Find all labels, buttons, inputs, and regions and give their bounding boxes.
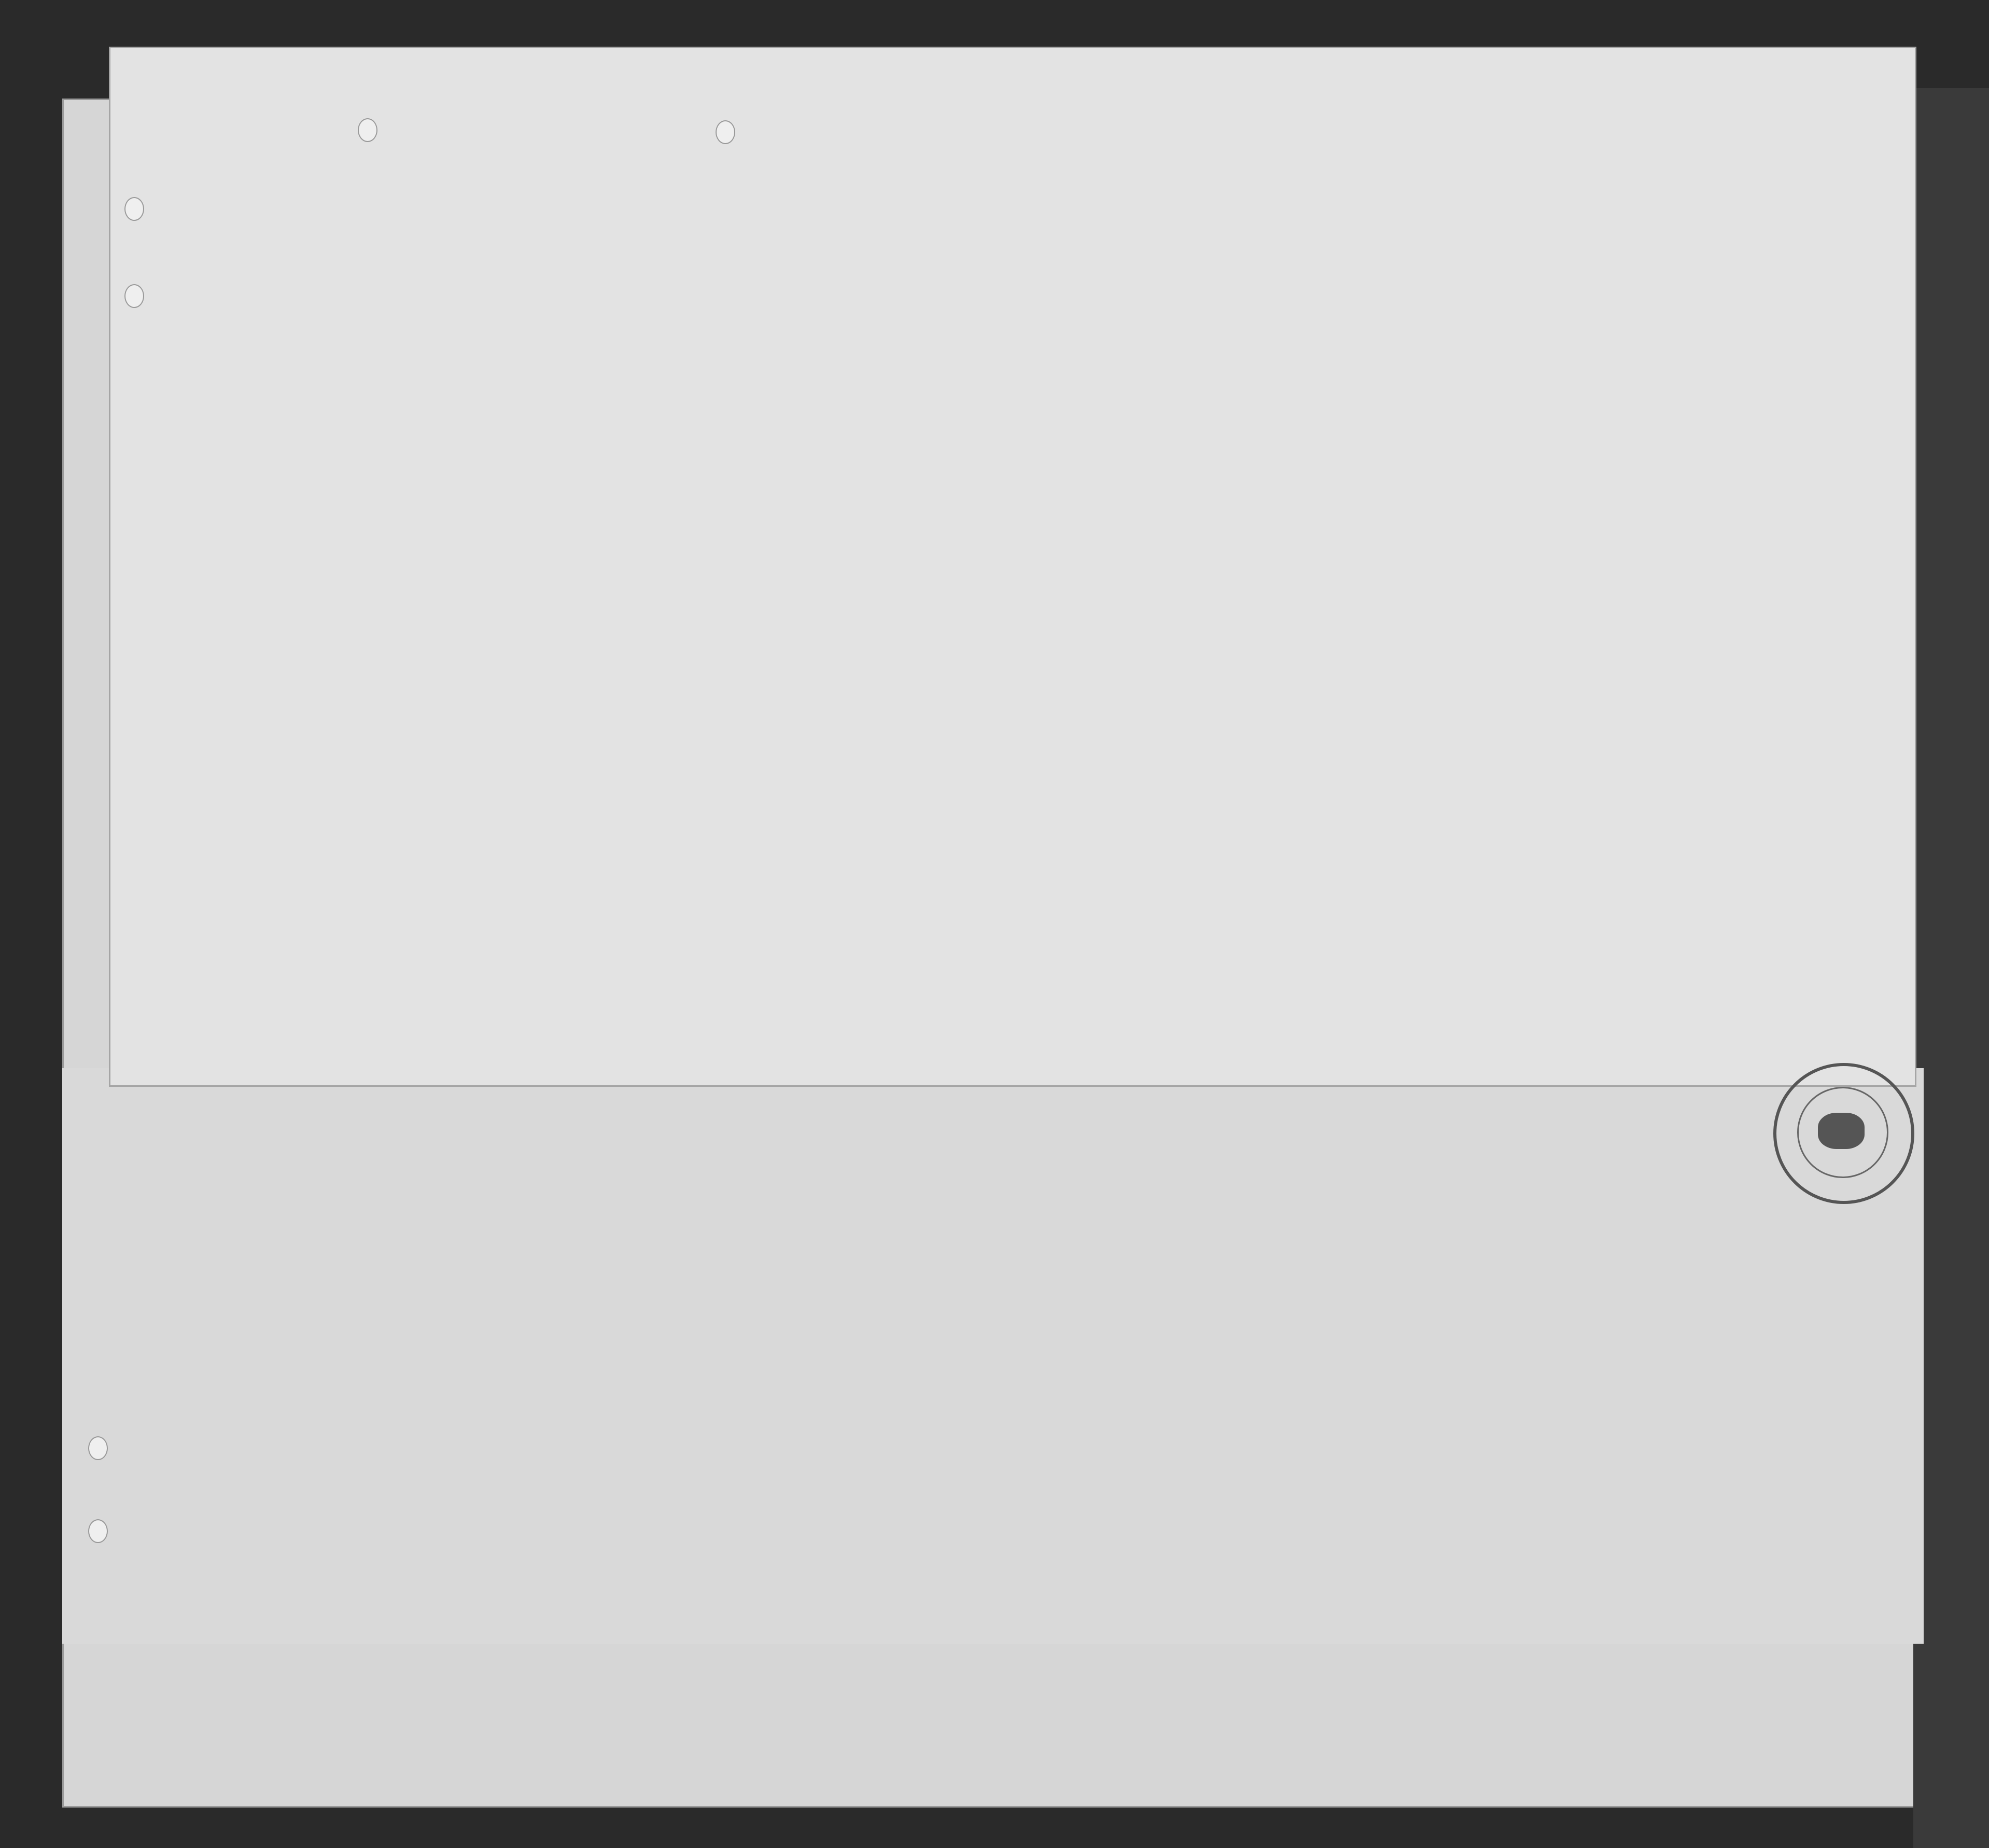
punch-hole xyxy=(124,284,144,308)
punch-hole xyxy=(358,118,377,142)
discharged-seamen-sheet xyxy=(109,47,1916,1087)
date-stamp xyxy=(83,1037,140,1203)
punch-hole xyxy=(88,1436,108,1460)
ship-name xyxy=(93,425,166,1099)
punch-hole xyxy=(716,120,735,144)
consular-stamp xyxy=(1773,1063,1914,1204)
punch-hole xyxy=(124,197,144,221)
right-edge-strip xyxy=(1913,88,1989,1848)
punch-hole xyxy=(88,1519,108,1543)
manifest-ledger xyxy=(62,1068,1924,1644)
